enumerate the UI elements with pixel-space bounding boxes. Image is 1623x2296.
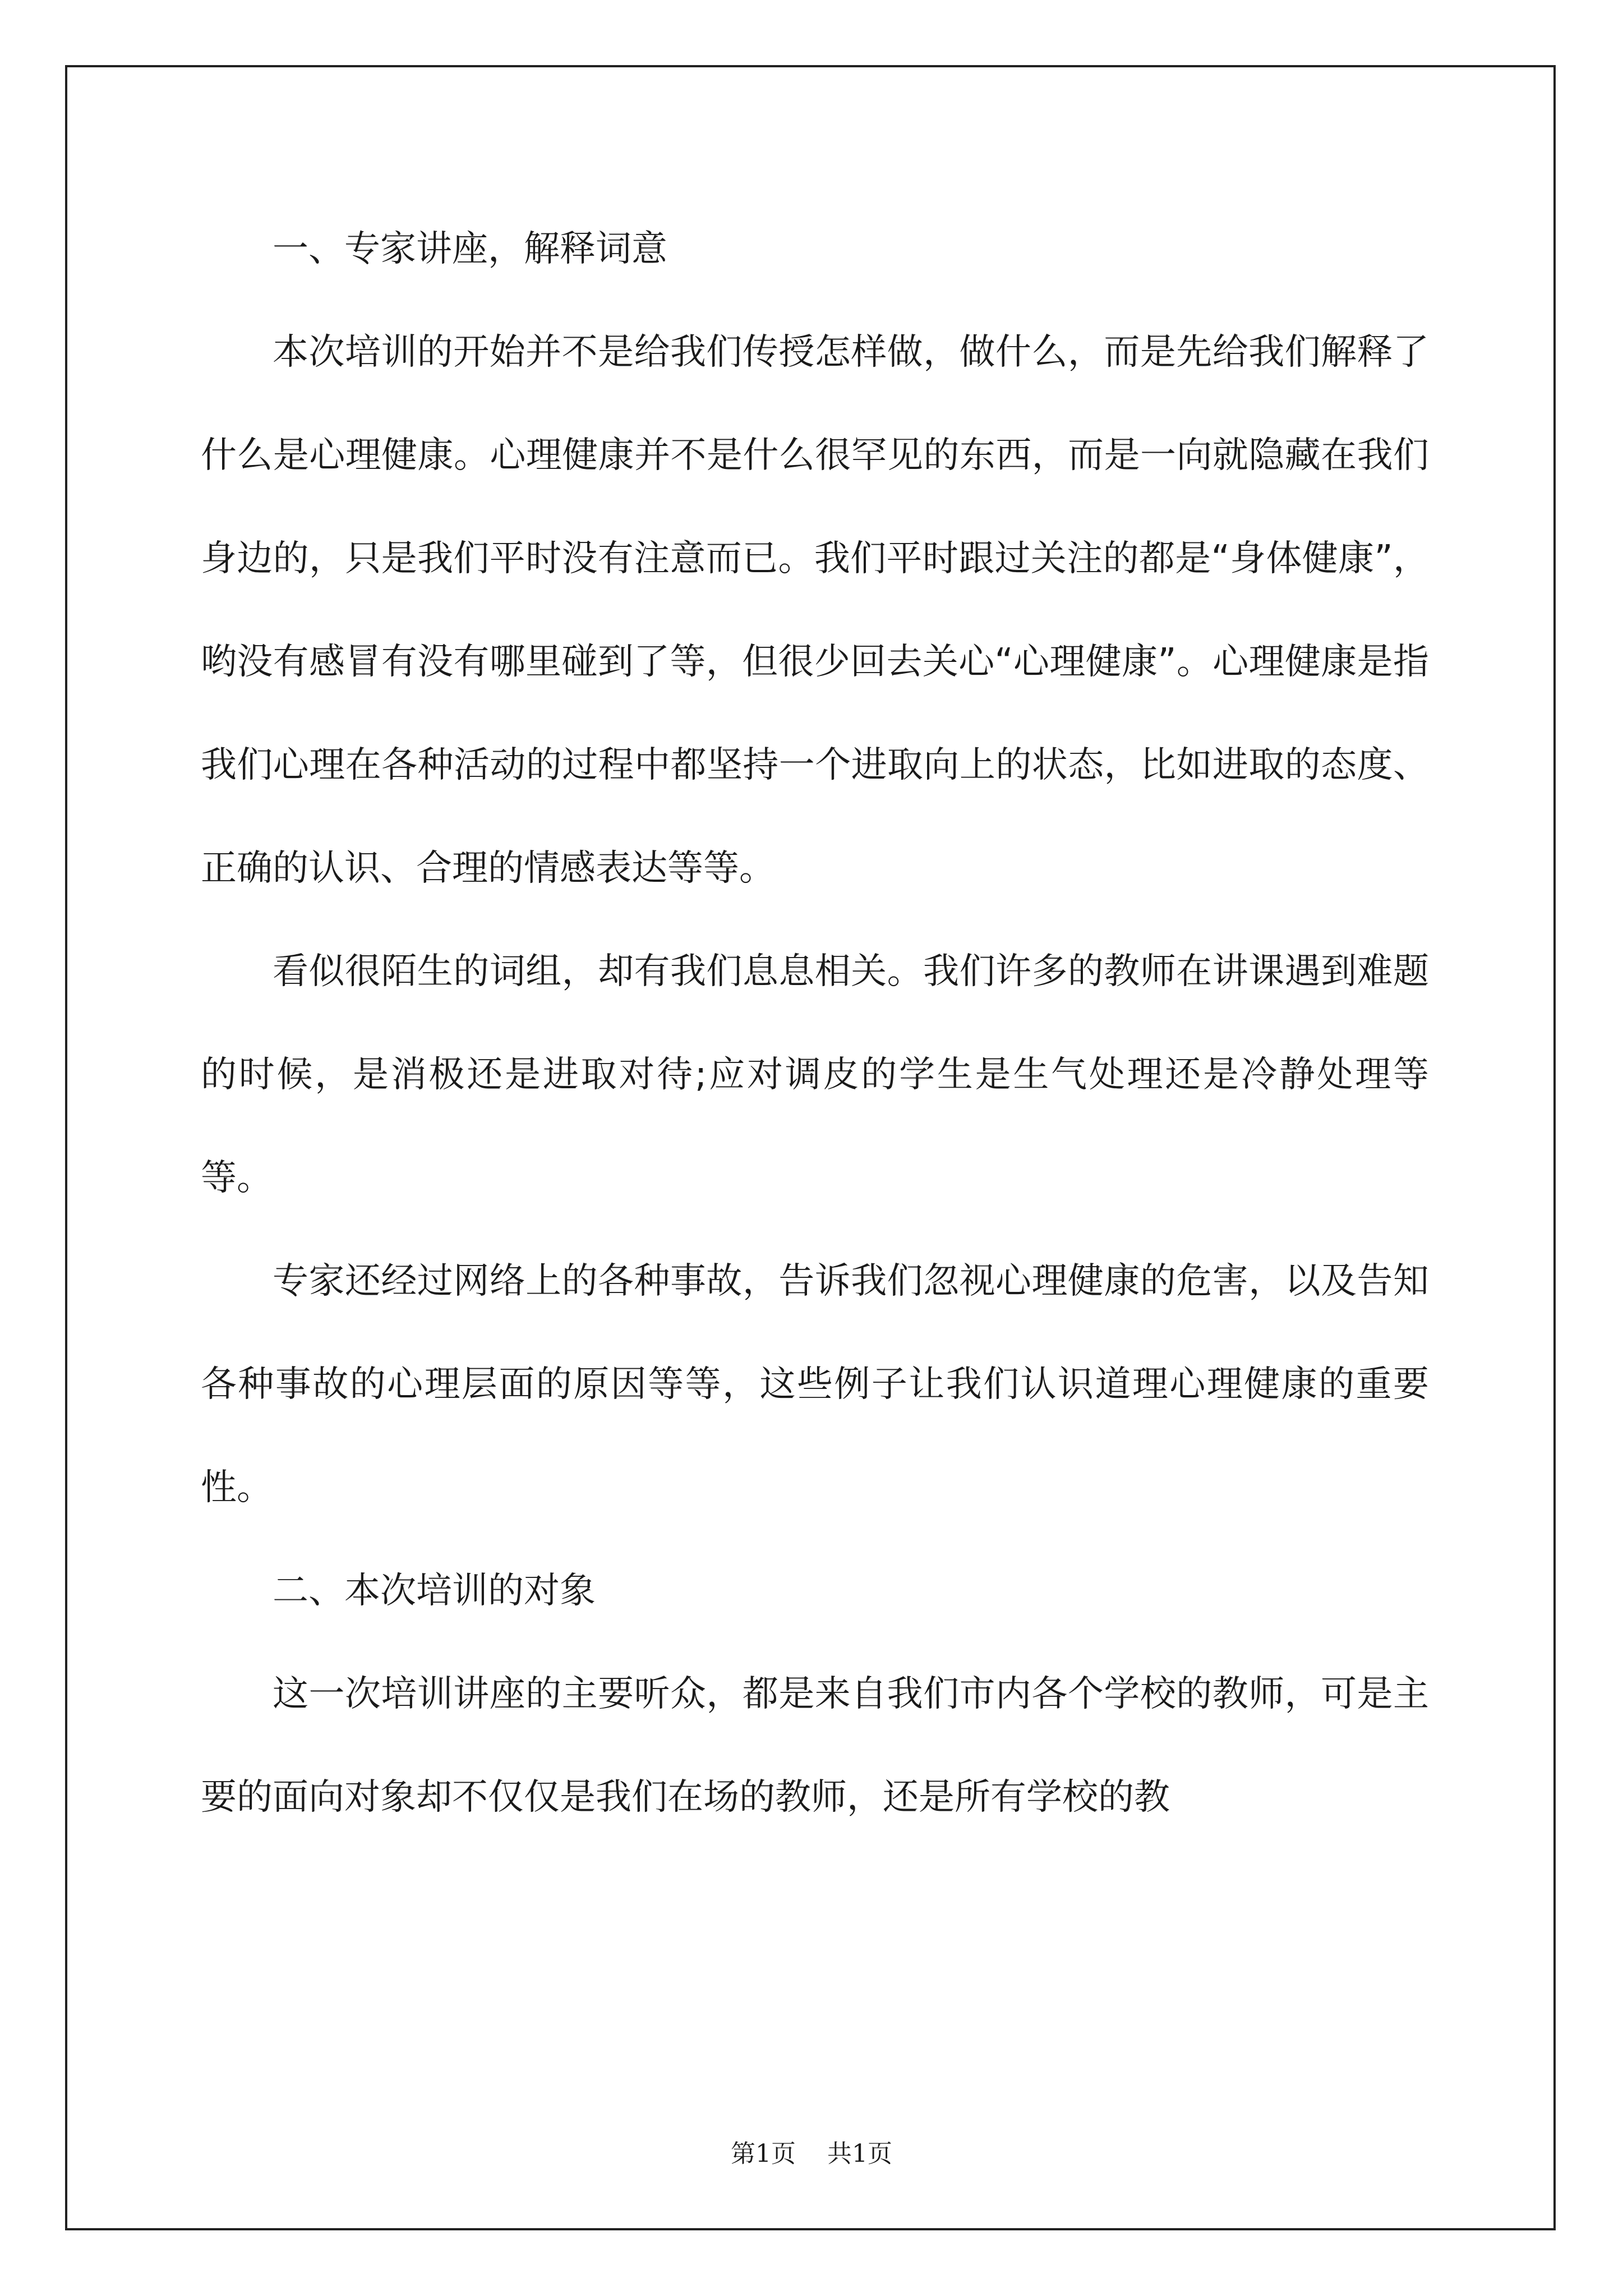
paragraph: 本次培训的开始并不是给我们传授怎样做，做什么，而是先给我们解释了什么是心理健康。心理健康并不是什么很罕见的东西，而是一向就隐藏在我们身边的，只是我们平时没有注意而已。我们平时跟过关注的都是“身体健康”，哟没有感冒有没有哪里碰到了等，但很少回去关心“心理健康”。心理健康是指我们心理在各种活动的过程中都坚持一个进取向上的状态，比如进取的态度、正确的认识、合理的情感表达等等。 (201, 332, 1429, 889)
paragraph: 看似很陌生的词组，却有我们息息相关。我们许多的教师在讲课遇到难题的时候，是消极还是进取对待;应对调皮的学生是生气处理还是冷静处理等等。 (201, 951, 1429, 1199)
document-body (201, 197, 1429, 1849)
paragraph: 这一次培训讲座的主要听众，都是来自我们市内各个学校的教师，可是主要的面向对象却不仅仅是我们在场的教师，还是所有学校的教 (201, 1673, 1429, 1818)
section-heading-1: 一、专家讲座，解释词意 (273, 228, 667, 270)
page-footer (0, 2137, 1623, 2171)
paragraph: 专家还经过网络上的各种事故，告诉我们忽视心理健康的危害，以及告知各种事故的心理层面的原因等等，这些例子让我们认识道理心理健康的重要性。 (201, 1260, 1429, 1508)
page-number: 第1页 (731, 2139, 796, 2168)
page-total: 共1页 (827, 2139, 892, 2168)
section-heading-2: 二、本次培训的对象 (273, 1570, 596, 1612)
